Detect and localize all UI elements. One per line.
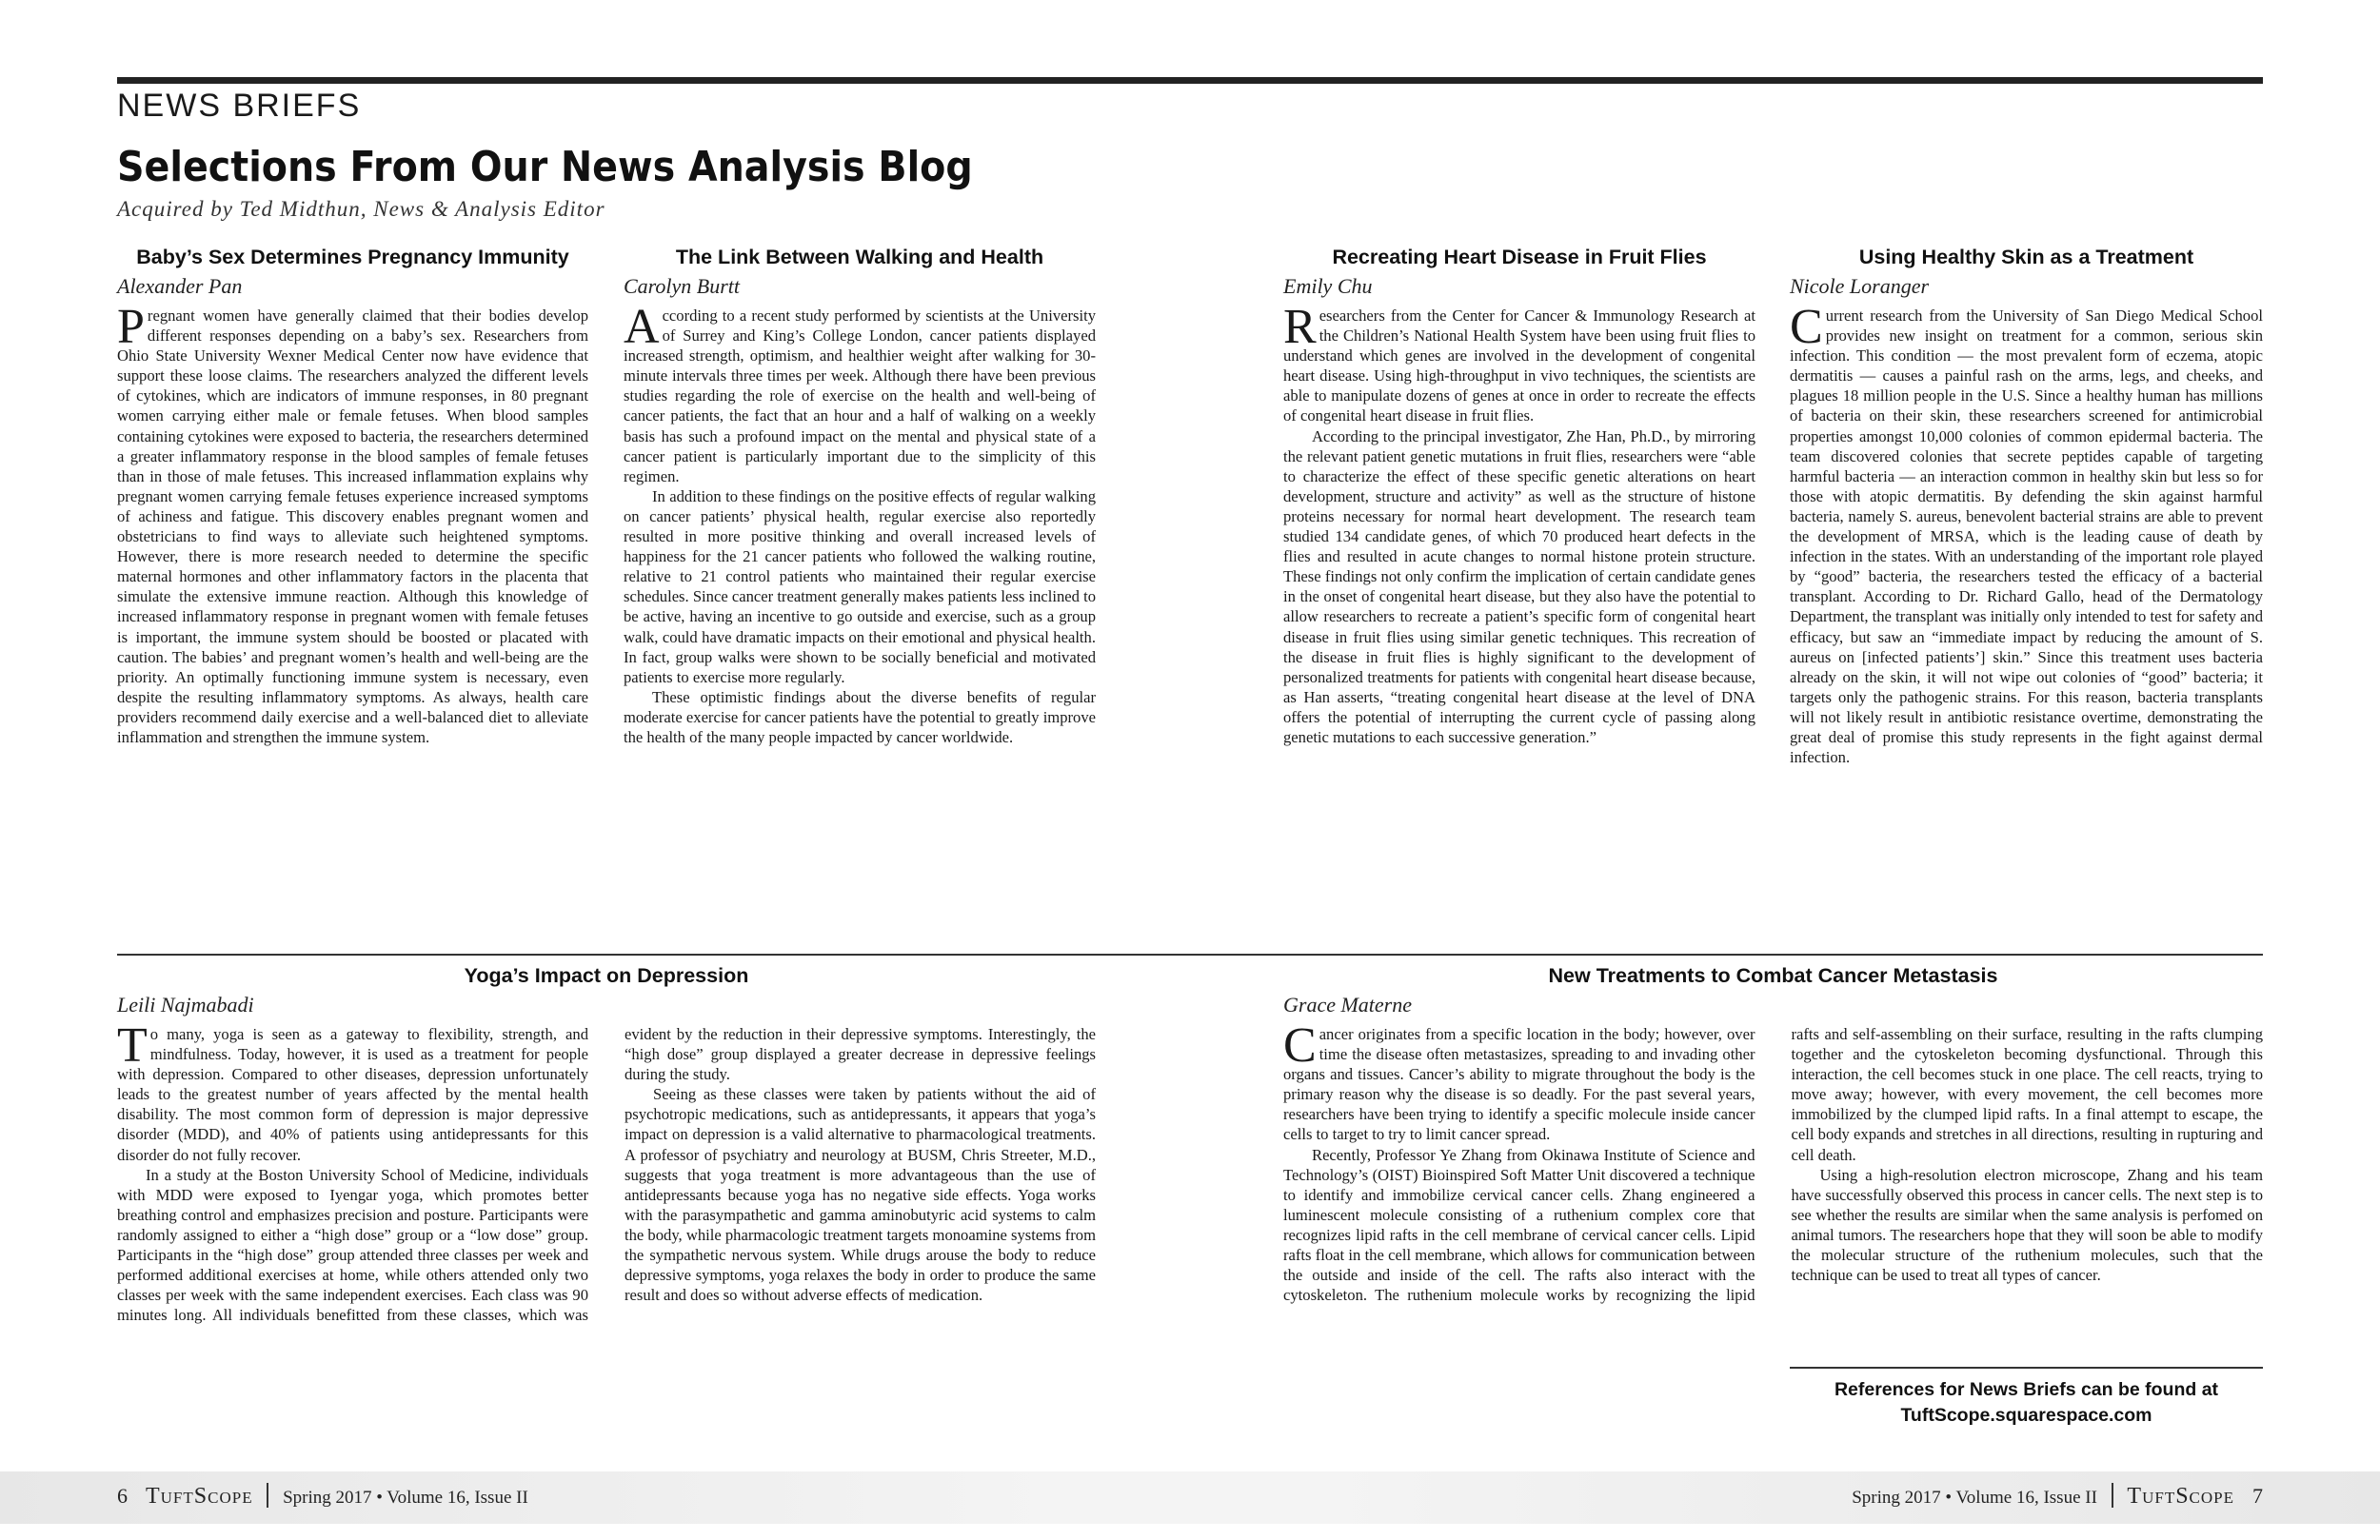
paragraph: o many, yoga is seen as a gateway to flexibility, strength, and mindfulness. Today, however, it is used as a treatment for people with depression. Compared to other diseases, depression unfortunately leads to the greatest number of years affected by the mental health disability. The most common form of depression is major depressive disorder (MDD), and 40% of patients using antidepressants for this disorder do not fully recover. (117, 1025, 588, 1164)
drop-cap: R (1283, 300, 1317, 354)
paragraph: Recently, Professor Ye Zhang from Okinawa Institute of Science and Technology’s (OIST) Bioinspired Soft Matter Unit discovered a technique to identify and immobilize cervical cancer cells. Zhang engineered a luminescent molecule consisting of a ruthenium complex core that recognizes lipid rafts in the cell membrane of cervical cancer cells. Lipid rafts float in the cell membrane, which allows for communication between the outside and inside of the cell. The rafts also interact with the cytoskeleton. The ruthenium molecule works by recognizing the lipid rafts and self-assembling on their surface, resulting in the rafts clumping together and the cytoskeleton becoming dysfunctional. Through this interaction, the cell becomes stuck in one place. The cell reacts, trying to move away; however, with every movement, the cell becomes more immobilized by the clumped lipid rafts. In a final attempt to escape, the cell body expands and stretches in all directions, resulting in rupturing and cell death. (1283, 1025, 2263, 1305)
editor-byline: Acquired by Ted Midthun, News & Analysis Editor (117, 197, 605, 221)
paragraph: These optimistic findings about the diverse benefits of regular moderate exercise for cancer patients have the potential to greatly improve the health of the many people impacted by cancer worldwide. (624, 687, 1096, 746)
drop-cap: A (624, 300, 660, 354)
article-walking-health (624, 243, 1096, 747)
article-pregnancy-immunity (117, 243, 588, 747)
drop-cap: C (1283, 1018, 1317, 1073)
references-note (1790, 1377, 2263, 1429)
article-body (1283, 300, 1755, 747)
paragraph: ancer originates from a specific location in the body; however, over time the disease often metastasizes, spreading to and invading other organs and tissues. Cancer’s ability to migrate throughout the body is the primary reason why the disease is so deadly. For the past several years, researchers have been trying to identify a specific molecule inside cancer cells to target to try to limit cancer spread. (1283, 1025, 1755, 1144)
section-divider (117, 954, 2263, 956)
section-label: NEWS BRIEFS (117, 88, 362, 124)
article-heart-disease-fruit-flies (1283, 243, 1755, 747)
paragraph: In a study at the Boston University School of Medicine, individuals with MDD were exposed to Iyengar yoga, which promotes better breathing control and emphasizes precision and posture. Participants were randomly assigned to either a “high dose” group or a “low dose” group. Participants in the “high dose” group attended three classes per week and performed additional exercises at home, while others attended only two classes per week with the same independent exercises. Each class was 90 minutes long. All individuals benefitted from these classes, which was evident by the reduction in their depressive symptoms. Interestingly, the “high dose” group displayed a greater decrease in depressive feelings during the study. (117, 1025, 1096, 1325)
article-author: Carolyn Burtt (624, 274, 741, 298)
article-title: Using Healthy Skin as a Treatment (1858, 246, 2194, 268)
article-author: Alexander Pan (117, 274, 243, 298)
article-body (1790, 300, 2263, 767)
article-title: The Link Between Walking and Health (675, 246, 1044, 268)
article-author: Grace Materne (1283, 993, 1413, 1017)
article-author: Leili Najmabadi (117, 993, 254, 1017)
page-title: Selections From Our News Analysis Blog (117, 143, 973, 191)
footer-divider (2112, 1483, 2113, 1508)
references-url[interactable]: TuftScope.squarespace.com (1900, 1405, 2152, 1426)
article-body (1283, 1018, 2263, 1424)
article-body (624, 300, 1096, 747)
paragraph: In addition to these findings on the positive effects of regular walking on cancer patients’ physical health, regular exercise also reportedly resulted in more positive thinking and overall increased levels of happiness for the 21 cancer patients who followed the walking routine, relative to 21 control patients who maintained their regular exercise schedules. Since cancer treatment generally makes patients less inclined to be active, having an incentive to go outside and exercise, such as a group walk, could have dramatic impacts on their emotional and physical health. In fact, group walks were shown to be socially beneficial and motivated patients to exercise more regularly. (624, 486, 1096, 686)
references-divider (1790, 1367, 2263, 1369)
article-body (117, 1018, 1096, 1424)
header-rule (117, 77, 2263, 84)
paragraph: Using a high-resolution electron microscope, Zhang and his team have successfully observed this process in cancer cells. The next step is to see whether the results are similar when the same analysis is perfomed on animal tumors. The researchers hope that they will soon be able to modify the molecular structure of the ruthenium molecules, such that the technique can be used to treat all types of cancer. (1791, 1165, 2263, 1285)
article-title: New Treatments to Combat Cancer Metastasis (1548, 964, 1998, 987)
article-healthy-skin-treatment (1790, 243, 2263, 767)
footer-right (1852, 1483, 2263, 1510)
article-title: Yoga’s Impact on Depression (464, 964, 749, 987)
page-number: 7 (2252, 1484, 2263, 1508)
article-body (117, 300, 588, 747)
article-author: Emily Chu (1283, 274, 1373, 298)
references-text: References for News Briefs can be found at (1834, 1379, 2219, 1400)
paragraph: regnant women have generally claimed that their bodies develop different responses depending on a baby’s sex. Researchers from Ohio State University Wexner Medical Center now have evidence that support these loose claims. The researchers analyzed the different levels of cytokines, which are indicators of immune responses, in 80 pregnant women carrying either male or female fetuses. When blood samples containing cytokines were exposed to bacteria, the researchers determined a greater inflammatory response in the blood samples of female fetuses than in those of male fetuses. This increased inflammation explains why pregnant women carrying female fetuses experience increased symptoms of achiness and fatigue. This discovery enables pregnant women and obstetricians to find ways to alleviate such heightened symptoms. However, there is more research needed to determine the specific maternal hormones and other inflammatory factors in the placenta that simulate the extensive immune reaction. Although this knowledge of increased inflammatory response in pregnant women with female fetuses is important, the immune system should be boosted or placated with caution. The babies’ and pregnant women’s health and well-being are the priority. An optimally functioning immune system is necessary, even despite the resulting inflammatory symptoms. As always, health care providers recommend daily exercise and a well-balanced diet to alleviate inflammation and strengthen the immune system. (117, 306, 588, 746)
brand-name: TuftScope (2127, 1484, 2234, 1509)
article-cancer-metastasis (1283, 961, 2263, 1424)
footer-divider (267, 1483, 268, 1508)
article-title: Baby’s Sex Determines Pregnancy Immunity (136, 246, 569, 268)
issue-info: Spring 2017 • Volume 16, Issue II (1852, 1488, 2097, 1508)
paragraph: Seeing as these classes were taken by patients without the aid of psychotropic medications, such as antidepressants, it appears that yoga’s impact on depression is a valid alternative to pharmacological treatments. A professor of psychiatry and neurology at BUSM, Chris Streeter, M.D., suggests that yoga treatment is more advantageous than the use of antidepressants because yoga has no negative side effects. Yoga works with the parasympathetic and gamma aminobutyric acid systems to calm the body, while pharmacologic treatment targets monoamine systems from the sympathetic nervous system. While drugs arouse the body to reduce depressive symptoms, yoga relaxes the body in order to produce the same result and does so without adverse effects of medication. (625, 1085, 1096, 1305)
paragraph: According to the principal investigator, Zhe Han, Ph.D., by mirroring the relevant patient genetic mutations in fruit flies, researchers were “able to characterize the effect of these specific genetic alterations on heart development, structure and activity” as well as the structure of histone proteins necessary for normal heart development. The research team studied 134 candidate genes, of which 70 produced heart defects in the flies and resulted in acute changes to normal histone protein structure. These findings not only confirm the implication of certain candidate genes in the onset of congenital heart disease, but they also have the potential to allow researchers to recreate a patient’s specific form of congenital heart disease in fruit flies using similar genetic techniques. This recreation of the disease in fruit flies is highly significant to the development of personalized treatments for patients with congenital heart disease because, as Han asserts, “treating congenital heart disease at the level of DNA offers the potential of interrupting the current cycle of passing along genetic mutations to each successive generation.” (1283, 426, 1755, 746)
drop-cap: P (117, 300, 145, 354)
paragraph: ccording to a recent study performed by scientists at the University of Surrey and King’s College London, cancer patients displayed increased strength, optimism, and healthier weight after walking for 30-minute intervals three times per week. Although there have been previous studies regarding the role of exercise on the health and well-being of cancer patients, the fact that an hour and a half of walking on a weekly basis has such a profound impact on the mental and physical state of a cancer patient is particularly important due to the simplicity of this regimen. (624, 306, 1096, 485)
page-number: 6 (117, 1484, 128, 1508)
drop-cap: T (117, 1018, 148, 1073)
footer-left (117, 1483, 528, 1510)
article-author: Nicole Loranger (1790, 274, 1930, 298)
article-yoga-depression (117, 961, 1096, 1424)
issue-info: Spring 2017 • Volume 16, Issue II (283, 1488, 528, 1508)
paragraph: esearchers from the Center for Cancer & Immunology Research at the Children’s National Health System have been using fruit flies to understand which genes are involved in the development of congenital heart disease. Using high-throughput in vivo techniques, the scientists are able to manipulate dozens of genes at once in order to recreate the effects of congenital heart disease in fruit flies. (1283, 306, 1755, 425)
drop-cap: C (1790, 300, 1823, 354)
paragraph: urrent research from the University of San Diego Medical School provides new insight on treatment for a common, serious skin infection. This condition — the most prevalent form of eczema, atopic dermatitis — causes a painful rash on the arms, legs, and cheeks, and plagues 18 million people in the U.S. Since a healthy human has millions of bacteria on their skin, these researchers screened for antimicrobial properties amongst 10,000 colonies of common epidermal bacteria. The team discovered colonies that secrete peptides capable of targeting harmful bacteria — an interaction common in healthy skin but less so for those with atopic dermatitis. By defending the skin against harmful bacteria, namely S. aureus, benevolent bacterial strains are able to prevent the development of MRSA, which is the leading cause of death by infection in the states. With an understanding of the important role played by “good” bacteria, the researchers tested the efficacy of a bacterial transplant. According to Dr. Richard Gallo, head of the Dermatology Department, the transplant was initially only intended to test for safety and efficacy, but saw an “immediate impact by reducing the amount of S. aureus on [infected patients’] skin.” Since this treatment uses bacteria already on the skin, it will not wipe out colonies of “good” bacteria; it targets only the pathogenic strains. For this reason, bacteria transplants will not likely result in antibiotic resistance overtime, demonstrating the great deal of promise this study represents in the fight against dermal infection. (1790, 306, 2263, 767)
article-title: Recreating Heart Disease in Fruit Flies (1332, 246, 1707, 268)
brand-name: TuftScope (146, 1484, 253, 1509)
